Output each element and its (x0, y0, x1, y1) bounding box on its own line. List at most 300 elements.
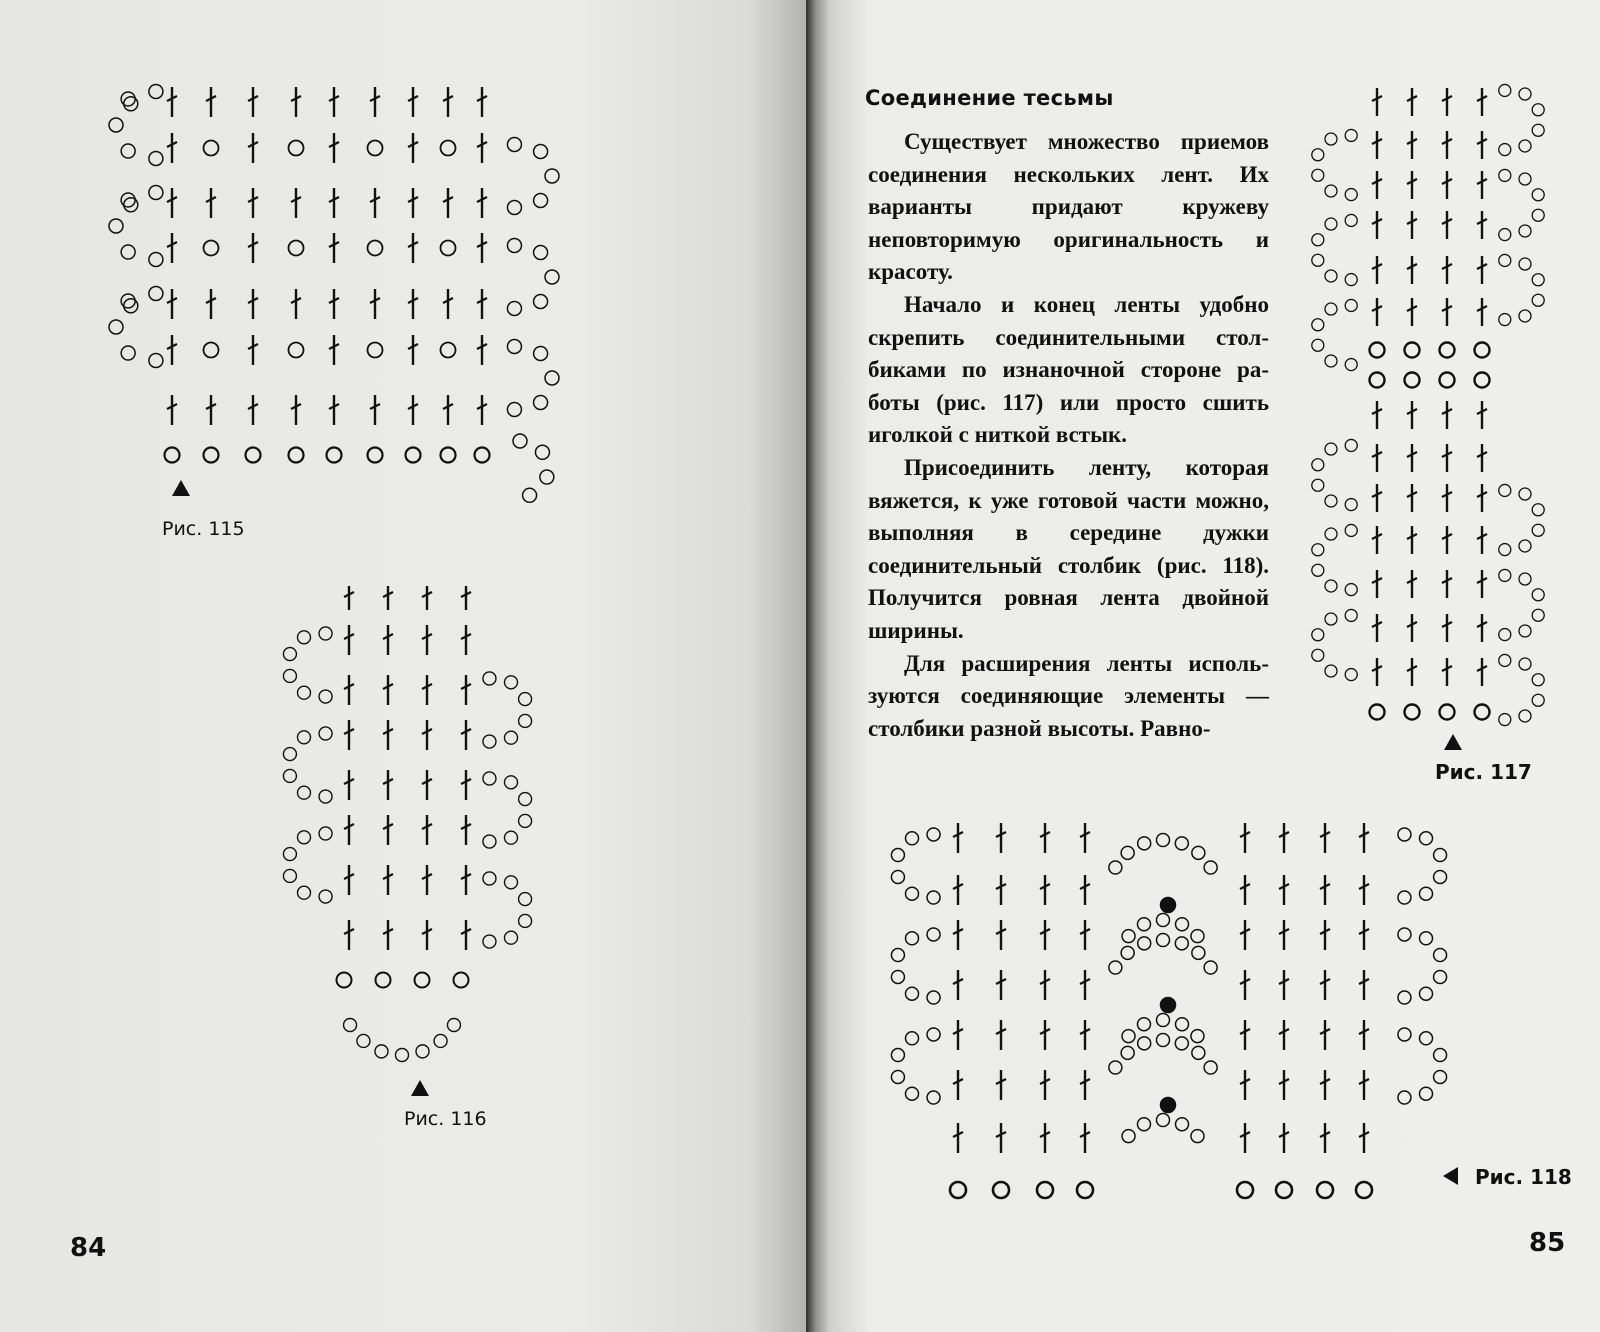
treble-stitch-symbol (1372, 298, 1382, 326)
chain-stitch-symbol (1312, 649, 1324, 661)
chain-stitch-symbol (505, 676, 518, 689)
chain-stitch-symbol (1420, 1087, 1433, 1100)
chain-stitch-symbol (1532, 674, 1544, 686)
treble-stitch-symbol (1320, 1123, 1330, 1153)
chain-stitch-symbol (1519, 258, 1531, 270)
chain-stitch-symbol (298, 831, 311, 844)
chain-stitch-symbol (121, 144, 135, 158)
chain-stitch-symbol (1345, 584, 1357, 596)
chain-stitch-symbol (1398, 1028, 1411, 1041)
chain-stitch-symbol (344, 1019, 357, 1032)
treble-stitch-symbol (461, 625, 471, 655)
treble-stitch-symbol (1442, 131, 1452, 159)
treble-stitch-symbol (422, 815, 432, 845)
chain-stitch-symbol (1532, 504, 1544, 516)
chain-stitch-symbol (1532, 609, 1544, 621)
treble-stitch-symbol (996, 920, 1006, 950)
treble-stitch-symbol (1442, 401, 1452, 429)
figure-117-caption: Рис. 117 (1435, 760, 1532, 784)
chain-stitch-symbol (519, 693, 532, 706)
chain-stitch-symbol (1312, 564, 1324, 576)
chain-stitch-symbol (1325, 580, 1337, 592)
treble-stitch-symbol (1040, 920, 1050, 950)
treble-stitch-symbol (477, 289, 487, 319)
treble-stitch-symbol (422, 586, 432, 610)
treble-stitch-symbol (344, 586, 354, 610)
treble-stitch-symbol (422, 920, 432, 950)
chain-stitch-symbol (1325, 218, 1337, 230)
treble-stitch-symbol (1040, 875, 1050, 905)
chain-stitch-symbol (327, 448, 342, 463)
chain-stitch-symbol (283, 769, 296, 782)
chain-stitch-symbol (1312, 544, 1324, 556)
chain-stitch-symbol (368, 448, 383, 463)
treble-stitch-symbol (1477, 570, 1487, 598)
chain-stitch-symbol (1325, 495, 1337, 507)
chain-stitch-symbol (505, 876, 518, 889)
chain-stitch-symbol (298, 686, 311, 699)
treble-stitch-symbol (291, 87, 301, 117)
treble-stitch-symbol (383, 720, 393, 750)
chain-stitch-symbol (375, 1045, 388, 1058)
chain-stitch-symbol (283, 748, 296, 761)
treble-stitch-symbol (1080, 920, 1090, 950)
treble-stitch-symbol (1320, 920, 1330, 950)
chain-stitch-symbol (204, 141, 219, 156)
chain-stitch-symbol (1475, 343, 1490, 358)
chain-stitch-symbol (505, 731, 518, 744)
chain-stitch-symbol (1157, 1034, 1170, 1047)
chain-stitch-symbol (1175, 837, 1188, 850)
chain-stitch-symbol (1532, 274, 1544, 286)
chain-stitch-symbol (534, 346, 548, 360)
chain-stitch-symbol (1440, 343, 1455, 358)
chain-stitch-symbol (441, 343, 456, 358)
chain-stitch-symbol (1405, 705, 1420, 720)
chain-stitch-symbol (149, 287, 163, 301)
chain-stitch-symbol (1325, 528, 1337, 540)
treble-stitch-symbol (206, 188, 216, 218)
treble-stitch-symbol (1442, 484, 1452, 512)
treble-stitch-symbol (370, 395, 380, 425)
chain-stitch-symbol (1204, 961, 1217, 974)
chain-stitch-symbol (1519, 625, 1531, 637)
chain-stitch-symbol (1137, 1118, 1150, 1131)
treble-stitch-symbol (248, 289, 258, 319)
treble-stitch-symbol (167, 188, 177, 218)
chain-stitch-symbol (1345, 439, 1357, 451)
chain-stitch-symbol (1440, 373, 1455, 388)
chain-stitch-symbol (1325, 355, 1337, 367)
chain-stitch-symbol (1519, 658, 1531, 670)
chain-stitch-symbol (534, 194, 548, 208)
chain-stitch-symbol (1434, 1049, 1447, 1062)
treble-stitch-symbol (1320, 823, 1330, 853)
treble-stitch-symbol (1320, 875, 1330, 905)
treble-stitch-symbol (1407, 211, 1417, 239)
chain-stitch-symbol (505, 776, 518, 789)
chain-stitch-symbol (1405, 373, 1420, 388)
treble-stitch-symbol (344, 920, 354, 950)
chain-stitch-symbol (1325, 613, 1337, 625)
treble-stitch-symbol (1240, 1123, 1250, 1153)
chain-stitch-symbol (906, 932, 919, 945)
chain-stitch-symbol (1312, 169, 1324, 181)
treble-stitch-symbol (1407, 614, 1417, 642)
treble-stitch-symbol (206, 395, 216, 425)
chain-stitch-symbol (1420, 987, 1433, 1000)
chain-stitch-symbol (454, 973, 469, 988)
chain-stitch-symbol (891, 970, 904, 983)
chain-stitch-symbol (906, 1032, 919, 1045)
treble-stitch-symbol (1477, 658, 1487, 686)
chain-stitch-symbol (1499, 629, 1511, 641)
chain-stitch-symbol (1345, 359, 1357, 371)
treble-stitch-symbol (1080, 1070, 1090, 1100)
chain-stitch-symbol (434, 1034, 447, 1047)
chain-stitch-symbol (319, 827, 332, 840)
chain-stitch-symbol (1370, 705, 1385, 720)
treble-stitch-symbol (1442, 444, 1452, 472)
treble-stitch-symbol (1040, 1070, 1050, 1100)
chain-stitch-symbol (1519, 225, 1531, 237)
chain-stitch-symbol (1499, 314, 1511, 326)
treble-stitch-symbol (329, 395, 339, 425)
treble-stitch-symbol (408, 335, 418, 365)
treble-stitch-symbol (1407, 256, 1417, 284)
treble-stitch-symbol (953, 920, 963, 950)
chain-stitch-symbol (1434, 949, 1447, 962)
treble-stitch-symbol (206, 289, 216, 319)
chain-stitch-symbol (1175, 937, 1188, 950)
treble-stitch-symbol (443, 87, 453, 117)
chain-stitch-symbol (891, 949, 904, 962)
chain-stitch-symbol (1532, 189, 1544, 201)
chain-stitch-symbol (1532, 524, 1544, 536)
chain-stitch-symbol (534, 144, 548, 158)
treble-stitch-symbol (1279, 875, 1289, 905)
chain-stitch-symbol (545, 371, 559, 385)
treble-stitch-symbol (1279, 920, 1289, 950)
chain-stitch-symbol (1345, 499, 1357, 511)
treble-stitch-symbol (1442, 88, 1452, 116)
chain-stitch-symbol (519, 793, 532, 806)
treble-stitch-symbol (329, 233, 339, 263)
treble-stitch-symbol (1279, 1020, 1289, 1050)
treble-stitch-symbol (1080, 875, 1090, 905)
chain-stitch-symbol (1121, 846, 1134, 859)
chain-stitch-symbol (519, 914, 532, 927)
chain-stitch-symbol (1138, 837, 1151, 850)
treble-stitch-symbol (329, 133, 339, 163)
treble-stitch-symbol (1320, 1070, 1330, 1100)
treble-stitch-symbol (248, 133, 258, 163)
treble-stitch-symbol (443, 188, 453, 218)
treble-stitch-symbol (329, 335, 339, 365)
chain-stitch-symbol (1398, 991, 1411, 1004)
chain-stitch-symbol (483, 735, 496, 748)
chain-stitch-symbol (1157, 1014, 1170, 1027)
chain-stitch-symbol (204, 241, 219, 256)
chain-stitch-symbol (513, 434, 527, 448)
chain-stitch-symbol (535, 445, 549, 459)
treble-stitch-symbol (1442, 298, 1452, 326)
chain-stitch-symbol (396, 1049, 409, 1062)
treble-stitch-symbol (422, 720, 432, 750)
chain-stitch-symbol (1317, 1182, 1333, 1198)
treble-stitch-symbol (1372, 88, 1382, 116)
chain-stitch-symbol (1157, 1114, 1170, 1127)
treble-stitch-symbol (1442, 614, 1452, 642)
treble-stitch-symbol (1372, 444, 1382, 472)
chain-stitch-symbol (545, 169, 559, 183)
chain-stitch-symbol (1157, 914, 1170, 927)
treble-stitch-symbol (953, 875, 963, 905)
chain-stitch-symbol (121, 245, 135, 259)
treble-stitch-symbol (1372, 131, 1382, 159)
chain-stitch-symbol (1138, 1037, 1151, 1050)
chain-stitch-symbol (1532, 694, 1544, 706)
treble-stitch-symbol (996, 1070, 1006, 1100)
chain-stitch-symbol (368, 141, 383, 156)
chain-stitch-symbol (165, 448, 180, 463)
chain-stitch-symbol (1191, 1130, 1204, 1143)
chain-stitch-symbol (891, 1070, 904, 1083)
chain-stitch-symbol (505, 831, 518, 844)
chain-stitch-symbol (283, 848, 296, 861)
figure-115-caption: Рис. 115 (162, 518, 245, 540)
chain-stitch-symbol (1519, 573, 1531, 585)
treble-stitch-symbol (1477, 484, 1487, 512)
treble-stitch-symbol (1442, 171, 1452, 199)
treble-stitch-symbol (291, 289, 301, 319)
chain-stitch-symbol (1122, 930, 1135, 943)
figure-117-marker (1444, 734, 1462, 750)
treble-stitch-symbol (1372, 401, 1382, 429)
chain-stitch-symbol (1475, 705, 1490, 720)
treble-stitch-symbol (996, 823, 1006, 853)
treble-stitch-symbol (344, 625, 354, 655)
chain-stitch-symbol (1519, 173, 1531, 185)
treble-stitch-symbol (1477, 401, 1487, 429)
chain-stitch-symbol (289, 448, 304, 463)
treble-stitch-symbol (1080, 823, 1090, 853)
chain-stitch-symbol (368, 241, 383, 256)
chain-stitch-symbol (475, 448, 490, 463)
treble-stitch-symbol (167, 233, 177, 263)
chain-stitch-symbol (1157, 934, 1170, 947)
chain-stitch-symbol (1109, 961, 1122, 974)
chain-stitch-symbol (1325, 665, 1337, 677)
chain-stitch-symbol (415, 973, 430, 988)
treble-stitch-symbol (953, 823, 963, 853)
treble-stitch-symbol (1442, 570, 1452, 598)
chain-stitch-symbol (1157, 834, 1170, 847)
chain-stitch-symbol (283, 648, 296, 661)
treble-stitch-symbol (477, 87, 487, 117)
chain-stitch-symbol (1191, 930, 1204, 943)
treble-stitch-symbol (1372, 614, 1382, 642)
chain-stitch-symbol (319, 690, 332, 703)
chain-stitch-symbol (1312, 234, 1324, 246)
treble-stitch-symbol (344, 865, 354, 895)
treble-stitch-symbol (1407, 444, 1417, 472)
chain-stitch-symbol (406, 448, 421, 463)
page-number-right: 85 (1529, 1228, 1566, 1258)
chain-stitch-symbol (505, 931, 518, 944)
chain-stitch-symbol (441, 241, 456, 256)
figure-115-marker (172, 480, 190, 496)
chain-stitch-symbol (1191, 1030, 1204, 1043)
chain-stitch-symbol (1121, 946, 1134, 959)
chain-stitch-symbol (507, 201, 521, 215)
chain-stitch-symbol (1138, 937, 1151, 950)
treble-stitch-symbol (167, 335, 177, 365)
treble-stitch-symbol (1279, 970, 1289, 1000)
treble-stitch-symbol (167, 395, 177, 425)
treble-stitch-symbol (1407, 570, 1417, 598)
chain-stitch-symbol (298, 886, 311, 899)
treble-stitch-symbol (370, 188, 380, 218)
treble-stitch-symbol (1359, 823, 1369, 853)
chain-stitch-symbol (1398, 828, 1411, 841)
treble-stitch-symbol (1240, 970, 1250, 1000)
chain-stitch-symbol (1398, 1091, 1411, 1104)
chain-stitch-symbol (1325, 133, 1337, 145)
treble-stitch-symbol (996, 970, 1006, 1000)
chain-stitch-symbol (1398, 891, 1411, 904)
treble-stitch-symbol (248, 395, 258, 425)
chain-stitch-symbol (149, 85, 163, 99)
chain-stitch-symbol (1420, 887, 1433, 900)
chain-stitch-symbol (319, 727, 332, 740)
chain-stitch-symbol (1345, 524, 1357, 536)
chain-stitch-symbol (507, 137, 521, 151)
chain-stitch-symbol (289, 343, 304, 358)
chain-stitch-symbol (540, 470, 554, 484)
treble-stitch-symbol (248, 87, 258, 117)
chain-stitch-symbol (1499, 144, 1511, 156)
chain-stitch-symbol (1356, 1182, 1372, 1198)
treble-stitch-symbol (383, 625, 393, 655)
chain-stitch-symbol (289, 141, 304, 156)
treble-stitch-symbol (1240, 875, 1250, 905)
treble-stitch-symbol (1407, 526, 1417, 554)
chain-stitch-symbol (121, 346, 135, 360)
chain-stitch-symbol (1237, 1182, 1253, 1198)
chain-stitch-symbol (1325, 270, 1337, 282)
chain-stitch-symbol (1176, 1118, 1189, 1131)
treble-stitch-symbol (422, 770, 432, 800)
chain-stitch-symbol (483, 835, 496, 848)
chain-stitch-symbol (891, 849, 904, 862)
chain-stitch-symbol (1499, 254, 1511, 266)
chain-stitch-symbol (1475, 373, 1490, 388)
chain-stitch-symbol (246, 448, 261, 463)
chain-stitch-symbol (906, 987, 919, 1000)
treble-stitch-symbol (1240, 920, 1250, 950)
treble-stitch-symbol (1477, 614, 1487, 642)
chain-stitch-symbol (121, 92, 135, 106)
treble-stitch-symbol (443, 395, 453, 425)
treble-stitch-symbol (1407, 658, 1417, 686)
chain-stitch-symbol (927, 991, 940, 1004)
treble-stitch-symbol (461, 675, 471, 705)
chain-stitch-symbol (1109, 1061, 1122, 1074)
chain-stitch-symbol (149, 151, 163, 165)
treble-stitch-symbol (1040, 1123, 1050, 1153)
chain-stitch-symbol (1434, 870, 1447, 883)
chain-stitch-symbol (1405, 343, 1420, 358)
chain-stitch-symbol (109, 118, 123, 132)
body-text (868, 126, 1269, 745)
chain-stitch-symbol (1312, 319, 1324, 331)
treble-stitch-symbol (953, 1020, 963, 1050)
chain-stitch-symbol (1420, 832, 1433, 845)
figure-118-marker (1443, 1167, 1458, 1185)
treble-stitch-symbol (1407, 131, 1417, 159)
chain-stitch-symbol (319, 627, 332, 640)
section-title: Соединение тесьмы (865, 86, 1114, 110)
treble-stitch-symbol (1320, 970, 1330, 1000)
treble-stitch-symbol (1372, 256, 1382, 284)
treble-stitch-symbol (344, 675, 354, 705)
chain-stitch-symbol (1137, 1018, 1150, 1031)
treble-stitch-symbol (1477, 88, 1487, 116)
chain-stitch-symbol (1204, 1061, 1217, 1074)
treble-stitch-symbol (1407, 484, 1417, 512)
chain-stitch-symbol (1137, 918, 1150, 931)
treble-stitch-symbol (953, 1123, 963, 1153)
chain-stitch-symbol (1440, 705, 1455, 720)
treble-stitch-symbol (1372, 484, 1382, 512)
chain-stitch-symbol (906, 887, 919, 900)
treble-stitch-symbol (1359, 1123, 1369, 1153)
figure-118-caption: Рис. 118 (1475, 1165, 1572, 1189)
chain-stitch-symbol (441, 141, 456, 156)
page-number-left: 84 (70, 1233, 107, 1263)
chain-stitch-symbol (507, 339, 521, 353)
chain-stitch-symbol (1122, 1130, 1135, 1143)
chain-stitch-symbol (1532, 209, 1544, 221)
chain-stitch-symbol (1499, 229, 1511, 241)
chain-stitch-symbol (519, 893, 532, 906)
treble-stitch-symbol (206, 87, 216, 117)
treble-stitch-symbol (1442, 256, 1452, 284)
chain-stitch-symbol (1398, 928, 1411, 941)
treble-stitch-symbol (1240, 1020, 1250, 1050)
chain-stitch-symbol (1345, 129, 1357, 141)
chain-stitch-symbol (204, 343, 219, 358)
treble-stitch-symbol (329, 289, 339, 319)
chain-stitch-symbol (337, 973, 352, 988)
chain-stitch-symbol (891, 1049, 904, 1062)
treble-stitch-symbol (370, 87, 380, 117)
chain-stitch-symbol (441, 448, 456, 463)
chain-stitch-symbol (1532, 589, 1544, 601)
figure-116-caption: Рис. 116 (404, 1108, 487, 1130)
chain-stitch-symbol (927, 1028, 940, 1041)
treble-stitch-symbol (1477, 131, 1487, 159)
chain-stitch-symbol (519, 714, 532, 727)
slip-stitch-symbol (1161, 898, 1176, 913)
treble-stitch-symbol (996, 875, 1006, 905)
figure-116-chart (283, 586, 531, 1062)
treble-stitch-symbol (1240, 823, 1250, 853)
treble-stitch-symbol (422, 625, 432, 655)
treble-stitch-symbol (1040, 970, 1050, 1000)
chain-stitch-symbol (1037, 1182, 1053, 1198)
